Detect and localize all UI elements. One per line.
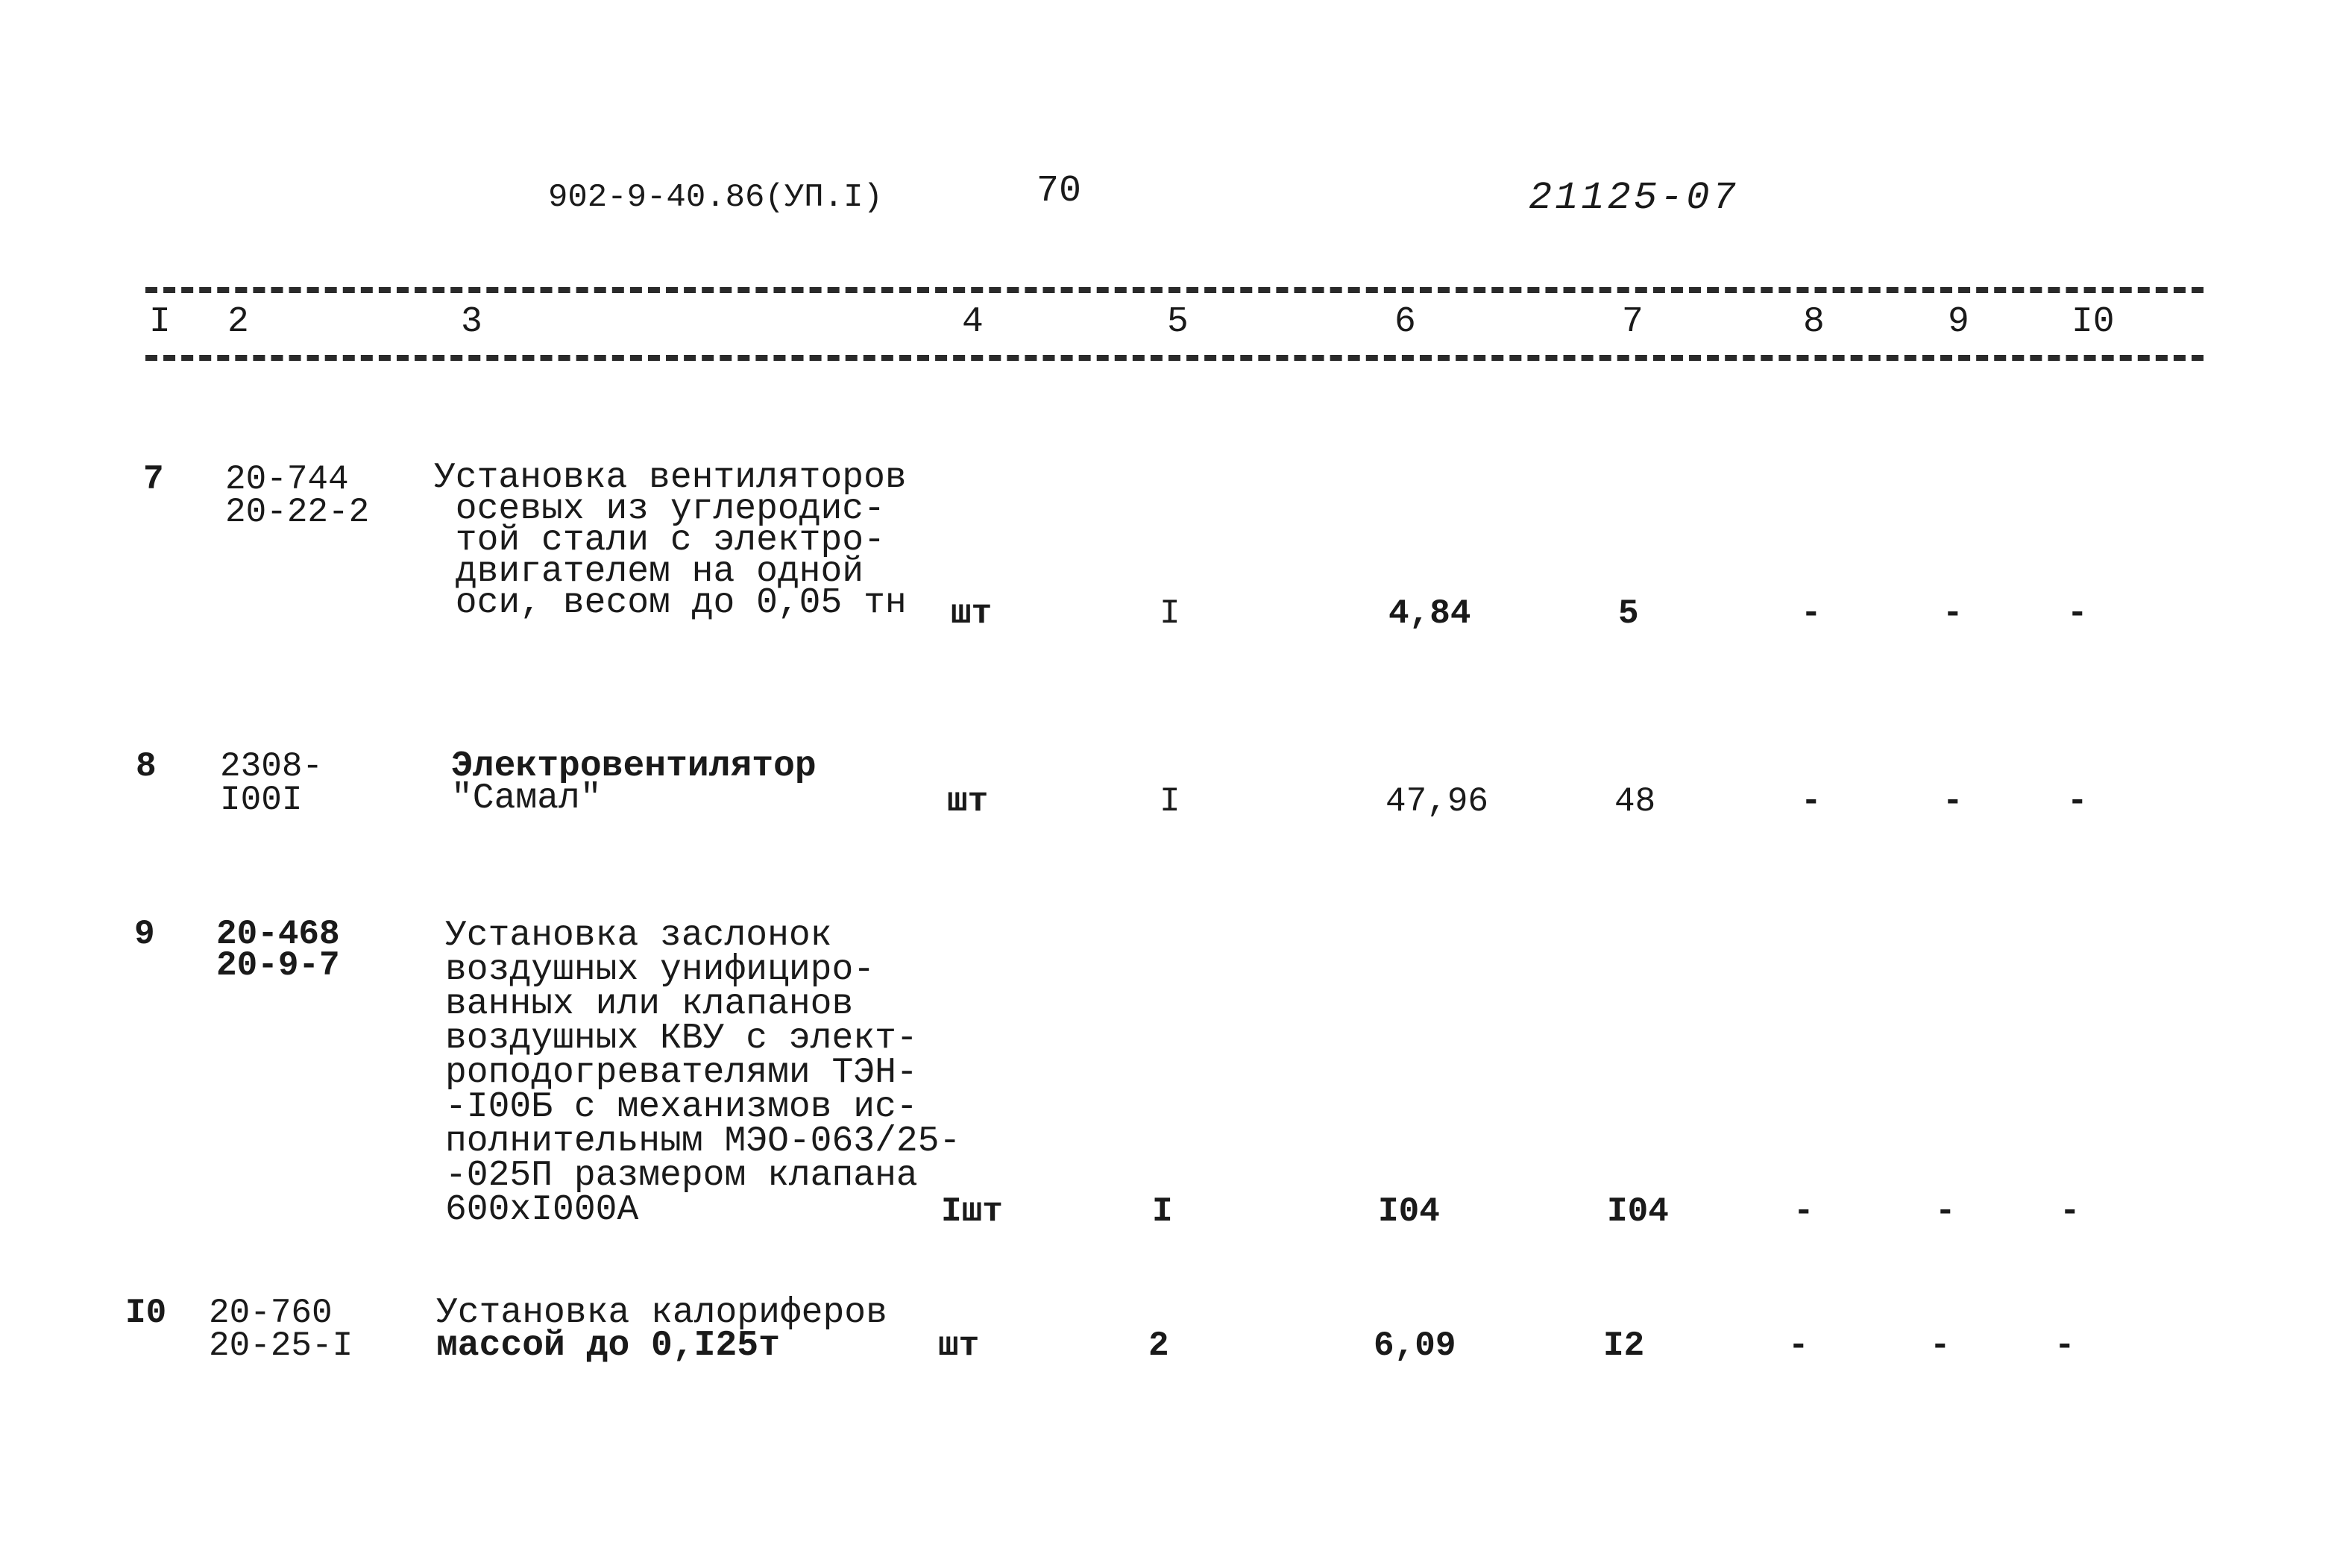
column-header-1: I [149,302,171,342]
row-description-line: ванных или клапанов [445,984,854,1024]
document-code: 902-9-40.86(УП.I) [548,179,883,216]
row-description-line: Установка заслонок [445,916,832,956]
row-col10: - [2067,782,2088,821]
row-description-line: -025П размером клапана [445,1156,918,1196]
row-col9: - [1943,782,1963,821]
row-unit-price: 47,96 [1385,782,1489,821]
row-code: 20-22-2 [225,493,370,532]
row-description-line: воздушных унифициро- [445,950,875,990]
row-quantity: I [1152,1192,1173,1231]
row-code: 20-760 [209,1294,333,1332]
row-code: 20-468 [216,915,340,954]
row-quantity: 2 [1148,1326,1169,1365]
row-unit-price: I04 [1378,1192,1440,1231]
column-header-5: 5 [1167,302,1189,342]
row-code: 20-25-I [209,1326,353,1365]
row-code: 20-744 [225,460,349,499]
row-col10: - [2060,1192,2080,1231]
row-col10: - [2067,594,2088,633]
row-number: 7 [143,460,164,499]
column-header-4: 4 [962,302,984,342]
row-description-line: полнительным МЭО-063/25- [445,1121,961,1162]
row-description-line: Установка калориферов [436,1293,887,1333]
page-number: 70 [1037,170,1082,212]
row-col8: - [1793,1192,1814,1231]
row-code: 2308- [220,747,324,786]
column-header-8: 8 [1803,302,1825,342]
row-unit: шт [938,1326,980,1365]
row-description-line: 600хI000А [445,1190,639,1230]
row-col9: - [1935,1192,1956,1231]
row-col9: - [1943,594,1963,633]
document-number: 21125-07 [1529,176,1739,220]
row-total: 48 [1614,782,1656,821]
row-number: 8 [136,747,157,786]
row-description-line: оси, весом до 0,05 тн [434,583,907,623]
row-description-line: Электровентилятор [451,746,817,787]
row-unit: шт [951,594,993,633]
column-header-7: 7 [1622,302,1643,342]
row-quantity: I [1160,594,1180,633]
row-col9: - [1930,1326,1951,1365]
row-description-line: "Самал" [451,778,602,819]
row-total: I04 [1607,1192,1669,1231]
row-unit: шт [947,782,989,821]
column-header-9: 9 [1948,302,1969,342]
row-description-line: массой до 0,I25т [436,1326,780,1366]
row-total: 5 [1618,594,1639,633]
row-unit-price: 6,09 [1374,1326,1456,1365]
row-description-line: двигателем на одной [434,552,864,592]
row-description-line: роподогревателями ТЭН- [445,1053,918,1093]
row-quantity: I [1160,782,1180,821]
row-code: I00I [220,781,303,819]
row-unit-price: 4,84 [1388,594,1471,633]
column-header-10: I0 [2072,302,2115,342]
header-bottom-rule [145,355,2204,361]
column-header-3: 3 [461,302,482,342]
header-top-rule [145,287,2204,293]
column-header-6: 6 [1394,302,1416,342]
row-col10: - [2054,1326,2075,1365]
row-description-line: той стали с электро- [434,520,885,561]
row-description-line: осевых из углеродис- [434,489,885,529]
row-col8: - [1788,1326,1809,1365]
row-col8: - [1801,782,1822,821]
row-description-line: воздушных КВУ с элект- [445,1018,918,1059]
row-number: I0 [125,1294,167,1332]
row-description-line: Установка вентиляторов [434,458,907,498]
row-code: 20-9-7 [216,946,340,985]
row-col8: - [1801,594,1822,633]
row-number: 9 [134,915,155,954]
row-total: I2 [1603,1326,1645,1365]
row-unit: Iшт [941,1192,1003,1231]
row-description-line: -I00Б с механизмов ис- [445,1087,918,1127]
column-header-2: 2 [227,302,249,342]
